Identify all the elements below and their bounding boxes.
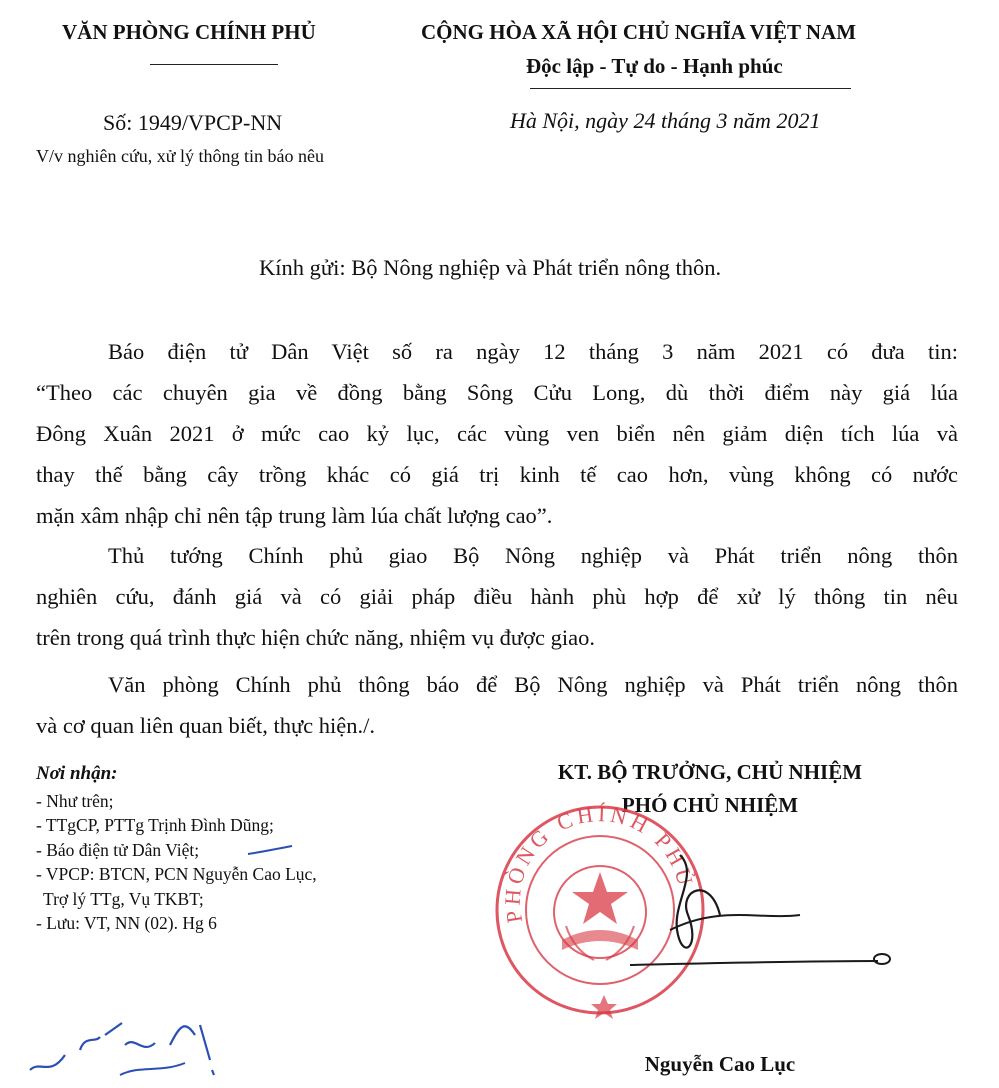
paragraph-3 — [36, 664, 958, 746]
paragraph-line: thay thế bằng cây trồng khác có giá trị kinh tế cao hơn, vùng không có nước — [36, 462, 958, 487]
paragraph-line: và cơ quan liên quan biết, thực hiện./. — [36, 713, 375, 738]
agency-name: VĂN PHÒNG CHÍNH PHỦ — [62, 20, 316, 44]
signature-title: KT. BỘ TRƯỞNG, CHỦ NHIỆM — [557, 760, 863, 784]
handwritten-note — [10, 1015, 240, 1088]
addressee: Kính gửi: Bộ Nông nghiệp và Phát triển nông thôn. — [259, 255, 722, 280]
paragraph-line: Thủ tướng Chính phủ giao Bộ Nông nghiệp và Phát triển nông thôn — [108, 543, 958, 568]
handwritten-signature — [560, 835, 900, 985]
place-and-date: Hà Nội, ngày 24 tháng 3 năm 2021 — [510, 108, 821, 133]
paragraph-line: trên trong quá trình thực hiện chức năng, nhiệm vụ được giao. — [36, 625, 595, 650]
motto-underline — [530, 88, 851, 89]
paragraph-line: Báo điện tử Dân Việt số ra ngày 12 tháng 3 năm 2021 có đưa tin: — [108, 339, 958, 364]
signature-subtitle: PHÓ CHỦ NHIỆM — [621, 793, 799, 817]
paragraph-line: Văn phòng Chính phủ thông báo để Bộ Nông nghiệp và Phát triển nông thôn — [108, 672, 958, 697]
paragraph-line: mặn xâm nhập chỉ nên tập trung làm lúa chất lượng cao”. — [36, 503, 553, 528]
paragraph-2 — [36, 535, 958, 658]
document-number: Số: 1949/VPCP-NN — [103, 110, 283, 135]
svg-text:PHÒNG CHÍNH PHỦ: PHÒNG CHÍNH PHỦ — [499, 800, 700, 925]
nation-name: CỘNG HÒA XÃ HỘI CHỦ NGHĨA VIỆT NAM — [421, 20, 857, 44]
recipients-title: Nơi nhận: — [36, 763, 118, 784]
recipient-item: - Như trên; — [36, 790, 114, 811]
paragraph-line: “Theo các chuyên gia về đồng bằng Sông Cửu Long, dù thời điểm này giá lúa — [36, 380, 958, 405]
document-subject: V/v nghiên cứu, xử lý thông tin báo nêu — [36, 146, 324, 166]
recipient-item: - Báo điện tử Dân Việt; — [36, 839, 200, 860]
recipient-item: - VPCP: BTCN, PCN Nguyễn Cao Lục, — [36, 864, 317, 884]
pen-mark — [246, 840, 296, 860]
recipient-item: Trợ lý TTg, Vụ TKBT; — [43, 888, 204, 909]
signer-name: Nguyễn Cao Lục — [644, 1052, 796, 1076]
national-motto: Độc lập - Tự do - Hạnh phúc — [526, 54, 783, 78]
agency-underline — [150, 64, 278, 65]
paragraph-line: Đông Xuân 2021 ở mức cao kỷ lục, các vùng ven biển nên giảm diện tích lúa và — [36, 421, 958, 446]
paragraph-line: nghiên cứu, đánh giá và có giải pháp điều hành phù hợp để xử lý thông tin nêu — [36, 584, 958, 609]
recipient-item: - TTgCP, PTTg Trịnh Đình Dũng; — [36, 815, 274, 835]
recipient-item: - Lưu: VT, NN (02). Hg 6 — [36, 913, 217, 933]
paragraph-1 — [36, 331, 958, 536]
